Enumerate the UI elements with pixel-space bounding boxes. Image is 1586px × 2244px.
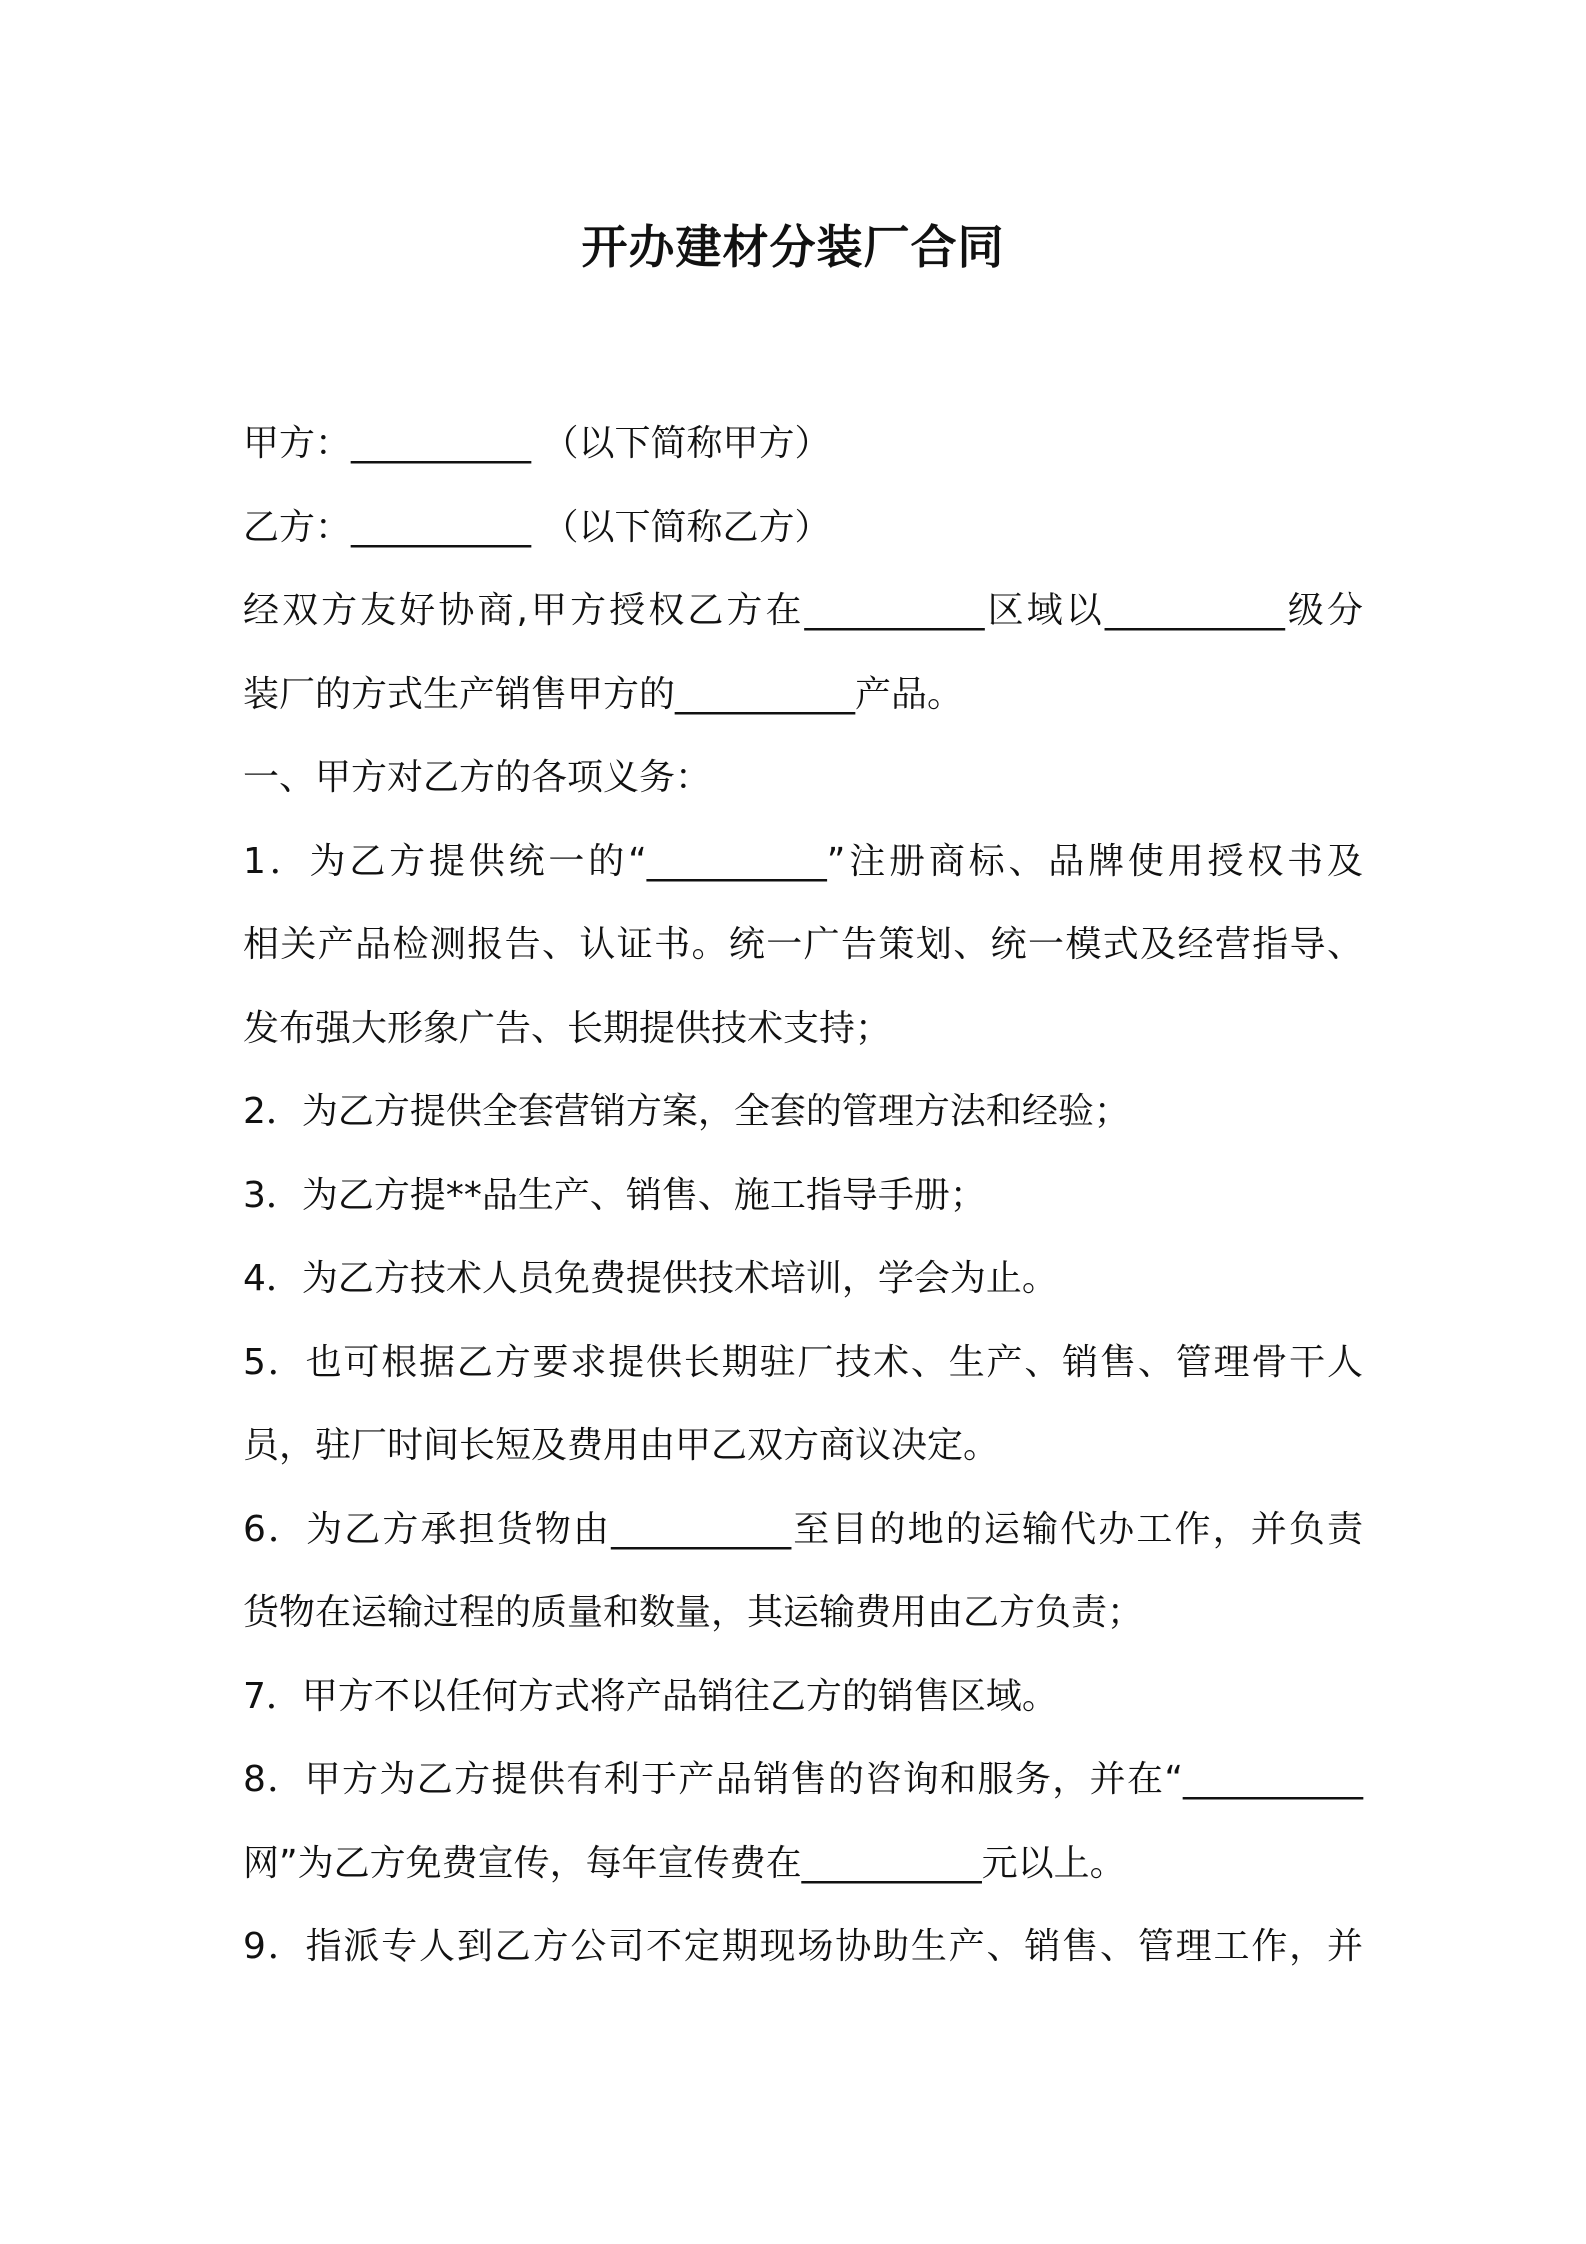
party-a-line: 甲方：__________ （以下简称甲方） [243, 423, 831, 464]
clause-line: 3．为乙方提**品生产、销售、施工指导手册； [243, 1174, 986, 1216]
clause-line: 5．也可根据乙方要求提供长期驻厂技术、生产、销售、管理骨干人 [243, 1341, 1363, 1383]
clause-line: 9．指派专人到乙方公司不定期现场协助生产、销售、管理工作，并 [243, 1926, 1363, 1967]
clause-line: 6．为乙方承担货物由__________至目的地的运输代办工作，并负责 [243, 1508, 1363, 1550]
clause-line: 4．为乙方技术人员免费提供技术培训，学会为止。 [243, 1258, 1058, 1299]
clause-line: 货物在运输过程的质量和数量，其运输费用由乙方负责； [243, 1592, 1144, 1633]
clause-line: 相关产品检测报告、认证书。统一广告策划、统一模式及经营指导、 [243, 924, 1363, 965]
clause-line: 网”为乙方免费宣传，每年宣传费在__________元以上。 [243, 1842, 1126, 1884]
document-title: 开办建材分装厂合同 [581, 220, 1005, 274]
clause-line: 发布强大形象广告、长期提供技术支持； [243, 1007, 892, 1049]
clause-line: 1．为乙方提供统一的“__________”注册商标、品牌使用授权书及 [243, 840, 1363, 882]
party-b-line: 乙方：__________ （以下简称乙方） [243, 506, 831, 548]
clause-line: 8．甲方为乙方提供有利于产品销售的咨询和服务，并在“__________ [243, 1759, 1363, 1800]
clause-line: 员，驻厂时间长短及费用由甲乙双方商议决定。 [243, 1425, 1000, 1466]
section-heading: 一、甲方对乙方的各项义务： [243, 757, 712, 798]
clause-line: 7．甲方不以任何方式将产品销往乙方的销售区域。 [243, 1675, 1058, 1717]
paragraph-line: 装厂的方式生产销售甲方的__________产品。 [243, 673, 964, 715]
paragraph-line: 经双方友好协商,甲方授权乙方在__________区域以__________级分 [243, 590, 1363, 631]
clause-line: 2．为乙方提供全套营销方案，全套的管理方法和经验； [243, 1091, 1130, 1132]
document-body [243, 402, 1363, 1989]
